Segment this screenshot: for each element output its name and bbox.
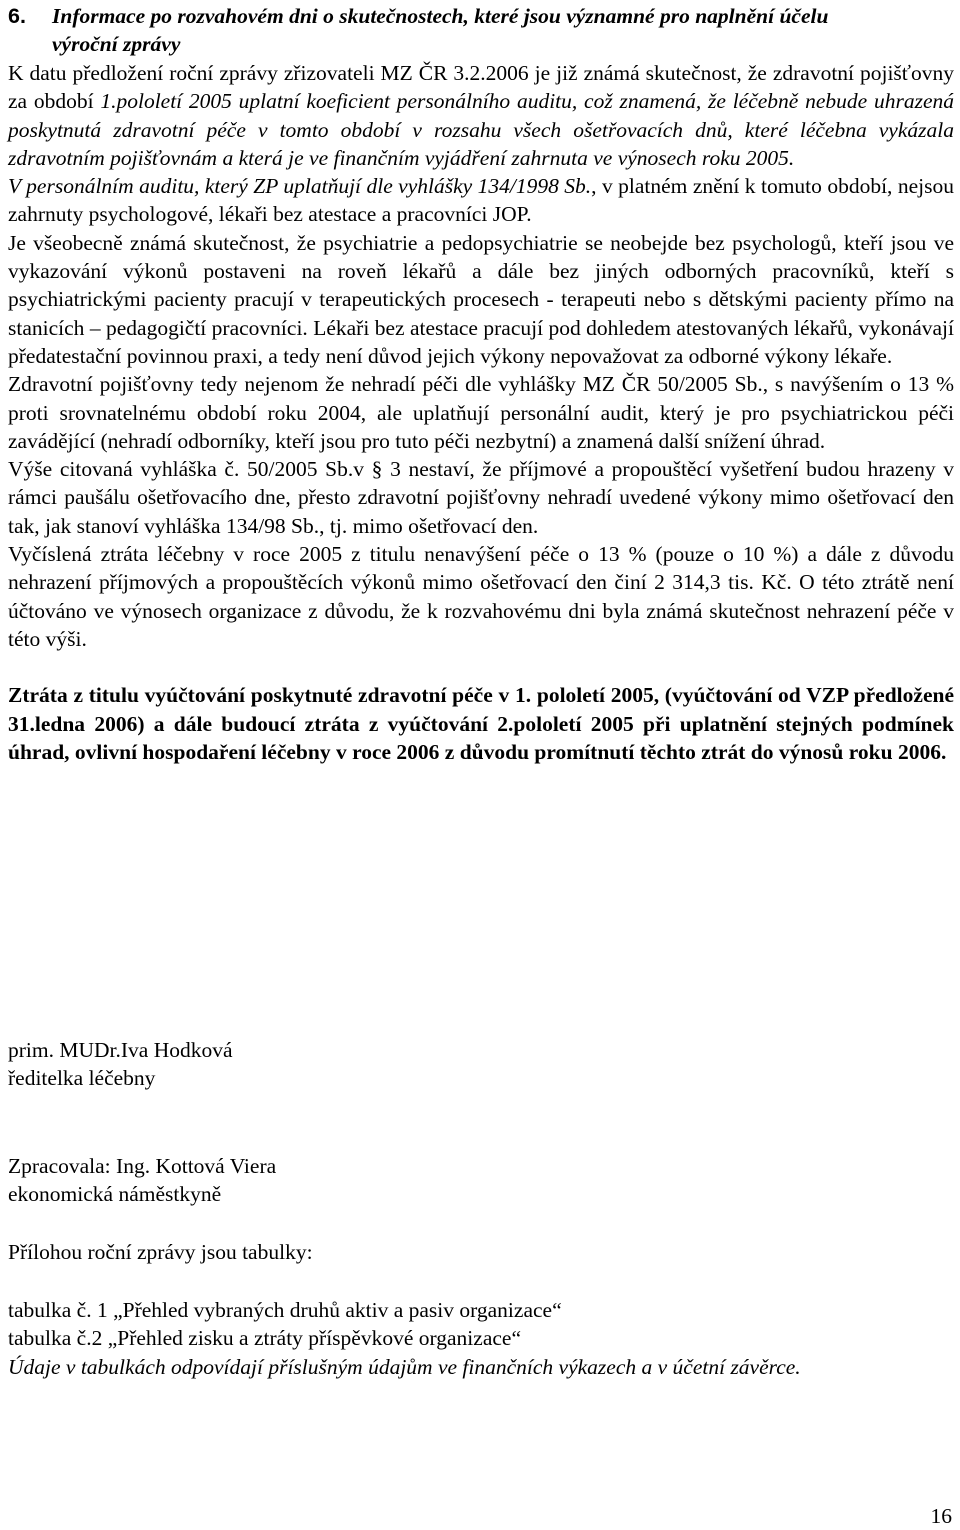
prepared-by-role: ekonomická náměstkyně: [8, 1182, 222, 1207]
signature-role: ředitelka léčebny: [8, 1066, 156, 1091]
attachments-note: Údaje v tabulkách odpovídají příslušným údajům ve finančních výkazech a v účetní závěrce.: [8, 1354, 801, 1379]
attachments-intro: Přílohou roční zprávy jsou tabulky:: [8, 1240, 313, 1264]
paragraph-loss-summary: Ztráta z titulu vyúčtování poskytnuté zdravotní péče v 1. pololetí 2005, (vyúčtování od VZP předložené 31.ledna 2006) a dále budoucí ztráta z vyúčtování 2.pololetí 2005 při uplatnění stejných podmínek úhrad, ovlivní hospodaření léčebny v roce 2006 z důvodu promítnutí těchto ztrát do výnosů roku 2006.: [8, 683, 954, 764]
section-number: 6.: [8, 4, 26, 28]
body-text: [8, 59, 954, 766]
signature-block: [8, 1036, 954, 1093]
paragraph-loss: Vyčíslená ztráta léčebny v roce 2005 z titulu nenavýšení péče o 13 % (pouze o 10 %) a dále z důvodu nehrazení příjmových a propouštěcích výkonů mimo ošetřovací den činí 2 314,3 tis. Kč. O této ztrátě není účtováno ve výnosech organizace z důvodu, že k rozvahovému dni byla známá skutečnost nehrazení péče v této výši.: [8, 542, 954, 651]
paragraph-psychology: Je všeobecně známá skutečnost, že psychiatrie a pedopsychiatrie se neobejde bez psychologů, kteří jsou ve vykazování výkonů postaveni na roveň lékařů a dále bez jiných odborných pracovníků, kteří s psychiatrickými pacienty pracují v terapeutických procesech - terapeuti nebo s dětskými pacienty přímo na stanicích – pedagogičtí pracovníci. Lékaři bez atestace pracují pod dohledem atestovaných lékařů, vykonávají předatestační povinnou praxi, a tedy není důvod jejich výkony nepovažovat za odborné výkony lékaře.: [8, 230, 954, 368]
prepared-by-block: [8, 1152, 954, 1209]
paragraph-insurers: Zdravotní pojišťovny tedy nejenom že nehradí péči dle vyhlášky MZ ČR 50/2005 Sb., s navýšením o 13 % proti srovnatelnému období roku 2004, ale uplatňují personální audit, který je pro psychiatrickou péči zavádějící (nehradí odborníky, kteří jsou pro tuto péči nezbytní) a znamená další snížení úhrad.: [8, 372, 954, 453]
paragraph-audit-intro-start: K datu předložení roční zprávy zřizovateli MZ ČR 3.2.2006 je již známá skutečnost, že zdravotní pojišťovny za období: [8, 61, 954, 114]
paragraph-regulation: Výše citovaná vyhláška č. 50/2005 Sb.v § 3 nestaví, že příjmové a propouštěcí vyšetření budou hrazeny v rámci paušálu ošetřovacího dne, přesto zdravotní pojišťovny nehradí uvedené výkony mimo ošetřovací den tak, jak stanoví vyhláška 134/98 Sb., tj. mimo ošetřovací den.: [8, 457, 954, 538]
attachment-table-1: tabulka č. 1 „Přehled vybraných druhů aktiv a pasiv organizace“: [8, 1298, 562, 1322]
section-title-line1: Informace po rozvahovém dni o skutečnostech, které jsou významné pro naplnění účelu: [52, 4, 829, 28]
signature-name: prim. MUDr.Iva Hodková: [8, 1038, 233, 1062]
paragraph-audit-intro-italic: 1.pololetí 2005 uplatní koeficient personálního auditu, což znamená, že léčebně nebude uhrazená poskytnutá zdravotní péče v tomto období v rozsahu všech ošetřovacích dnů, které léčebna vykázala zdravotním pojišťovnám a která je ve finančním vyjádření zahrnuta ve výnosech roku 2005.: [8, 89, 954, 170]
section-title-line2: výroční zprávy: [52, 32, 181, 56]
paragraph-audit-intro: [8, 59, 954, 172]
paragraph-personal-audit: [8, 172, 954, 229]
section-heading: [8, 2, 954, 58]
prepared-by-name: Zpracovala: Ing. Kottová Viera: [8, 1154, 277, 1178]
paragraph-personal-audit-italic: V personálním auditu, který ZP uplatňují dle vyhlášky 134/1998 Sb.: [8, 174, 592, 199]
attachments-list: [8, 1296, 954, 1381]
page-number: 16: [930, 1504, 952, 1528]
paragraph-personal-audit-rest: , v platném znění k tomuto období, nejsou zahrnuty psychologové, lékaři bez atestace a pracovníci JOP.: [8, 174, 954, 227]
attachment-table-2: tabulka č.2 „Přehled zisku a ztráty příspěvkové organizace“: [8, 1326, 521, 1351]
